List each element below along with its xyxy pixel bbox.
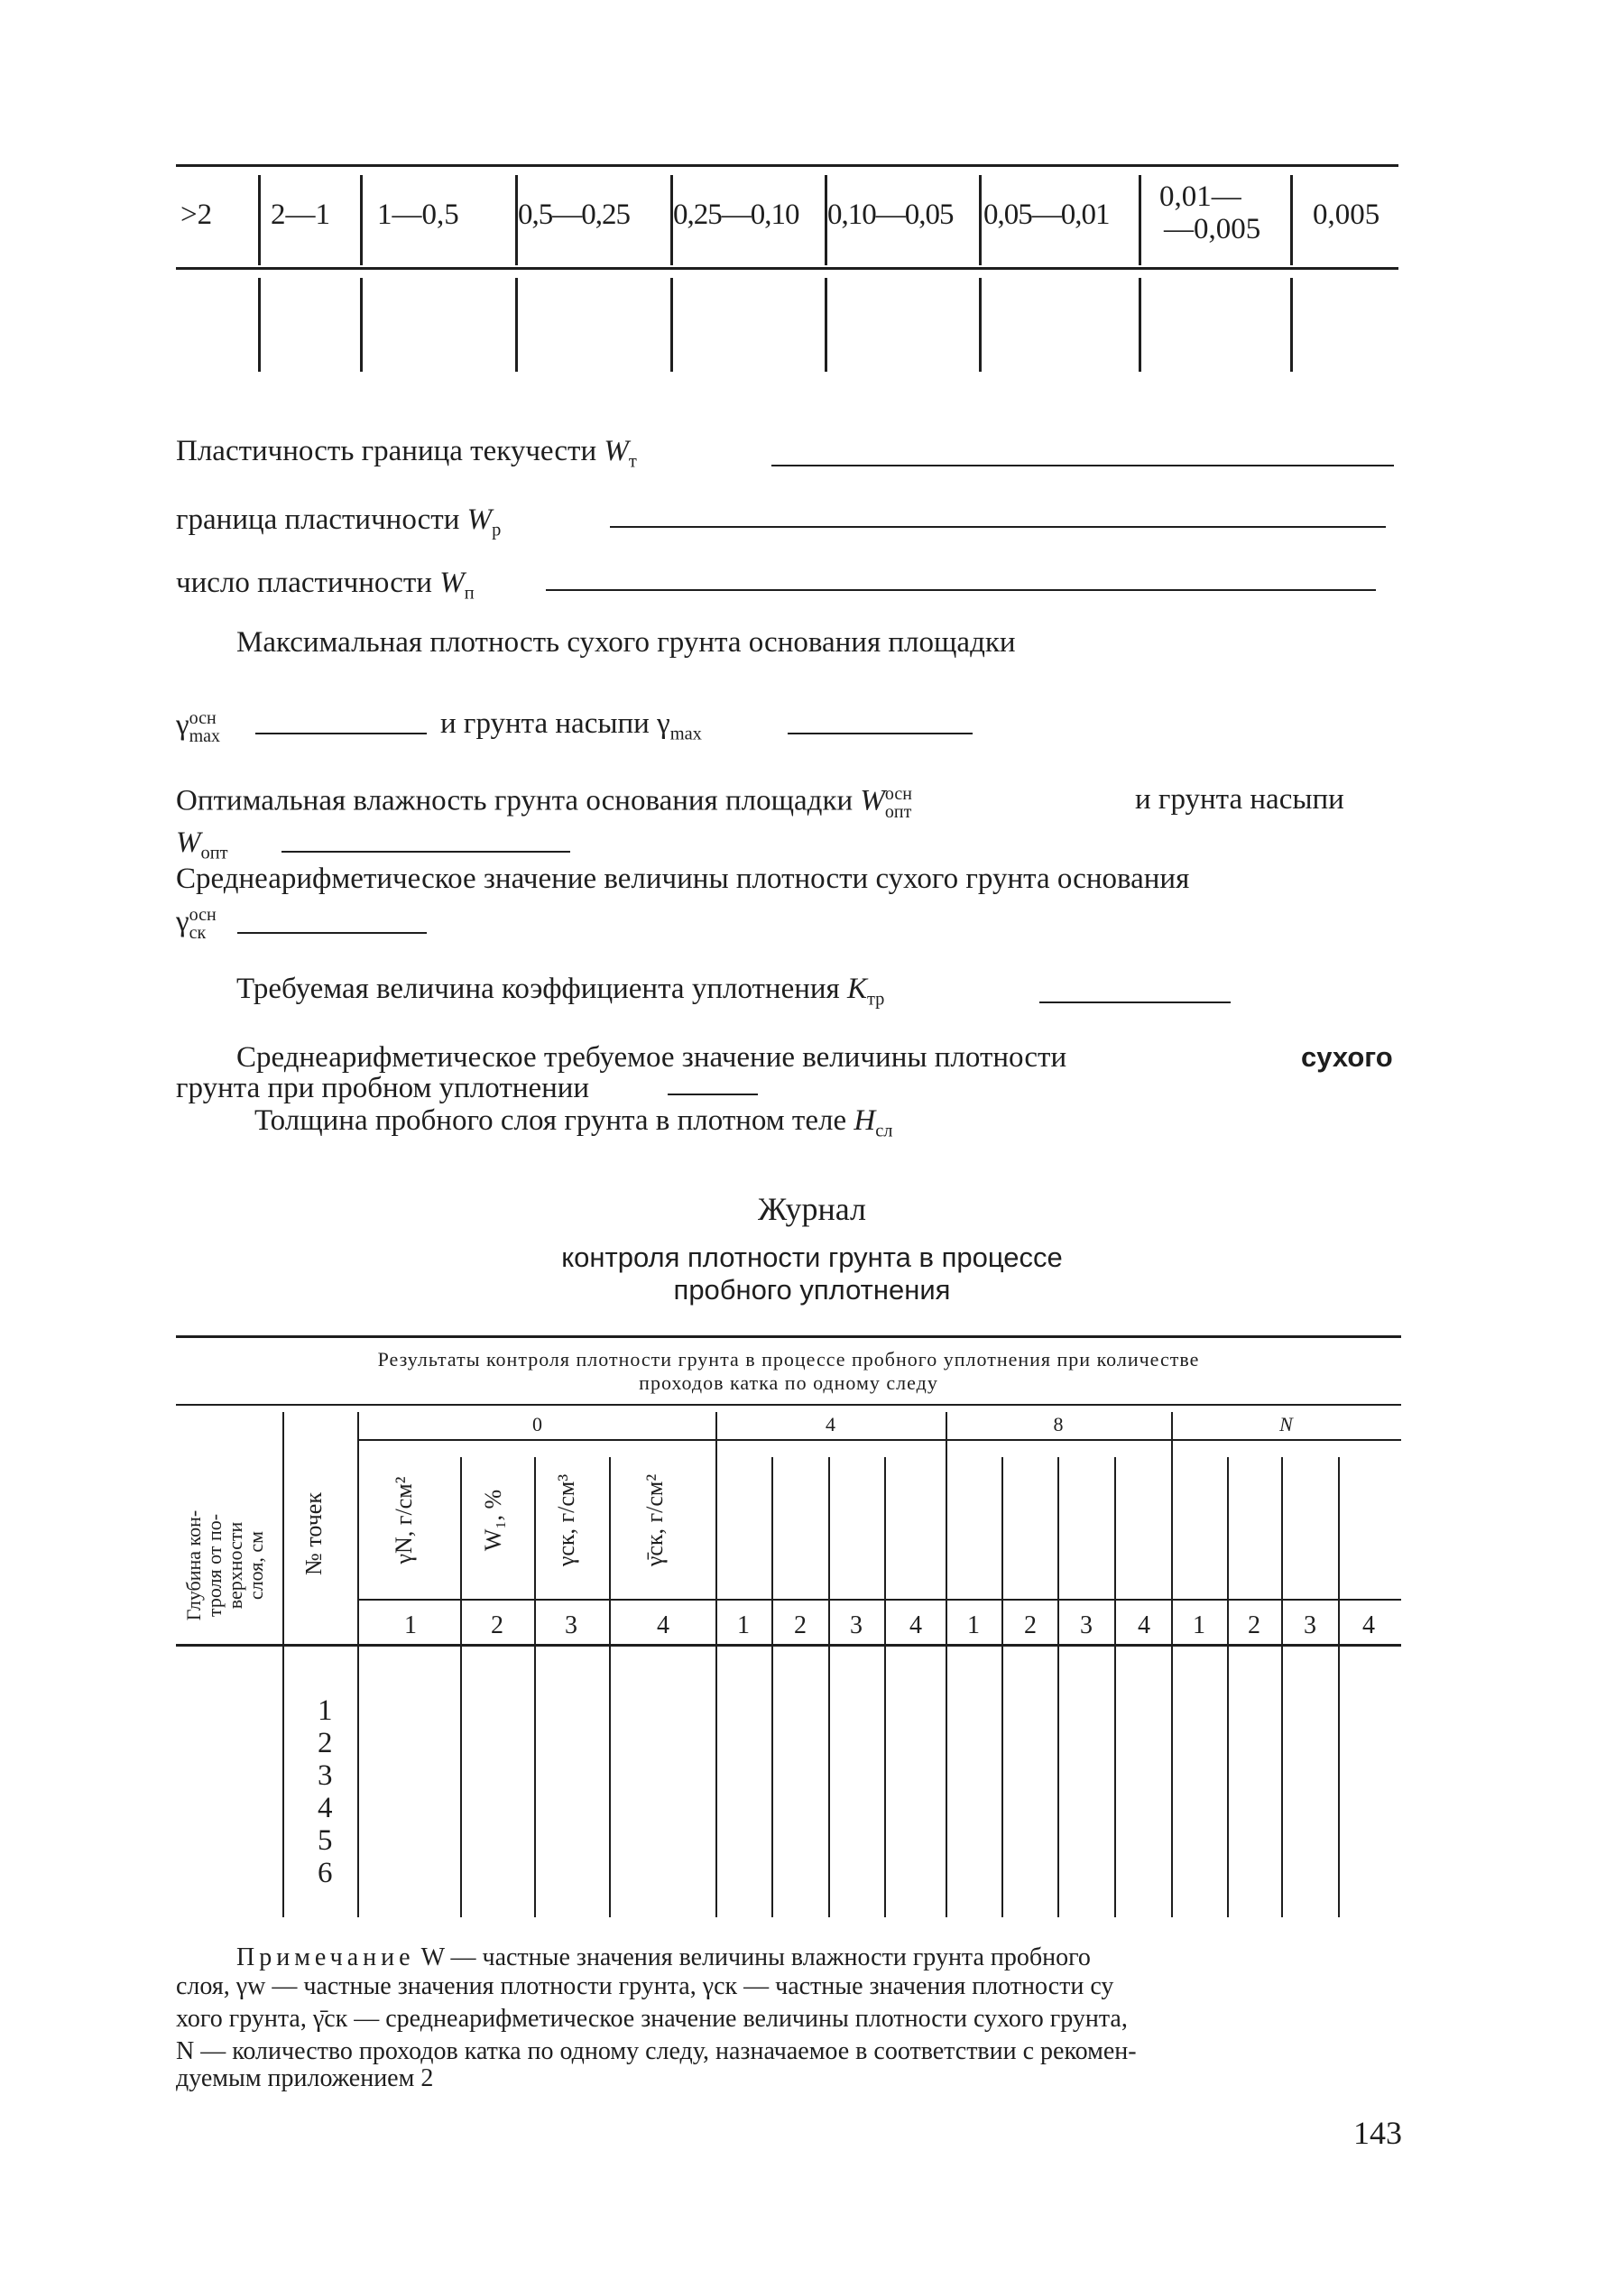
table-vline (825, 278, 827, 372)
fill-text-2: и грунта насыпи (1135, 783, 1344, 816)
subscript: п (464, 583, 475, 604)
col-number: 2 (794, 1611, 807, 1639)
col-points-header: № точек (300, 1492, 327, 1575)
label: граница пластичности (176, 503, 460, 536)
sub-header: γск, г/см³ (553, 1473, 579, 1567)
header-cell: 0,05—0,01 (983, 198, 1110, 231)
rule (176, 1644, 1401, 1647)
mean-required-line-1 (236, 1043, 1066, 1073)
vline (1227, 1457, 1229, 1917)
col-number: 1 (967, 1611, 980, 1639)
group-header: 8 (1053, 1413, 1064, 1435)
fill-text (440, 707, 702, 744)
sub-header: γ̄ск, г/см² (641, 1473, 668, 1567)
journal-subtitle-2: пробного уплотнения (673, 1274, 951, 1306)
col-number: 4 (657, 1611, 669, 1639)
group-header: 4 (826, 1413, 835, 1435)
table-vline (515, 278, 518, 372)
vline (715, 1412, 717, 1917)
group-header: 0 (532, 1413, 542, 1435)
group-header: N (1279, 1413, 1293, 1435)
row-number: 2 (318, 1727, 333, 1759)
table-vline (1139, 278, 1141, 372)
table-vline (670, 278, 673, 372)
vline (828, 1457, 830, 1917)
vline (946, 1412, 947, 1917)
header-cell: >2 (180, 198, 213, 231)
symbol: W (439, 567, 465, 599)
max-density-symbol (176, 709, 220, 745)
table-vline (360, 278, 363, 372)
row-number: 1 (318, 1694, 333, 1727)
vline (609, 1457, 611, 1917)
vline (1001, 1457, 1003, 1917)
header-cell: 0,01— (1159, 180, 1241, 213)
symbol: W (604, 435, 629, 467)
symbol: K (846, 973, 867, 1005)
table-header-rule (176, 267, 1398, 270)
vline (534, 1457, 536, 1917)
results-header-2: проходов катка по одному следу (639, 1371, 938, 1394)
rule (359, 1439, 1401, 1441)
page-number: 143 (1353, 2115, 1402, 2151)
col-number: 2 (1024, 1611, 1037, 1639)
symbol: γ (176, 708, 189, 742)
vline (460, 1457, 462, 1917)
thickness-text (254, 1104, 893, 1141)
results-header-1: Результаты контроля плотности грунта в процессе пробного уплотнения при количестве (377, 1348, 1200, 1371)
note-line-3: хого грунта, γ̄ск — среднеарифметическое значение величины плотности сухого грунта, (176, 2005, 1128, 2033)
required-coef-text (236, 973, 885, 1010)
subscript: ск (189, 923, 207, 943)
vline (1171, 1412, 1173, 1917)
blank-line (771, 465, 1394, 466)
header-cell: 2—1 (271, 198, 330, 231)
header-cell: 0,5—0,25 (518, 198, 630, 231)
blank-line (281, 851, 570, 853)
label: Пластичность граница текучести (176, 435, 597, 467)
row-number: 5 (318, 1824, 333, 1857)
subscript: опт (200, 843, 228, 863)
plasticity-line (176, 435, 637, 472)
rule (176, 1335, 1401, 1338)
table-vline (1290, 278, 1293, 372)
vline (1057, 1457, 1059, 1917)
col-number: 4 (1362, 1611, 1375, 1639)
vline (884, 1457, 886, 1917)
header-cell: 0,10—0,05 (827, 198, 954, 231)
vline (282, 1412, 284, 1917)
subscript: опт (884, 802, 912, 822)
col-number: 3 (850, 1611, 863, 1639)
subscript: т (628, 451, 637, 472)
header-cell: —0,005 (1164, 213, 1261, 245)
vline (771, 1457, 773, 1917)
row-number: 6 (318, 1857, 333, 1889)
row-number: 3 (318, 1759, 333, 1792)
vline (1338, 1457, 1340, 1917)
table-vline (979, 278, 982, 372)
rule (176, 1404, 1401, 1406)
label: Требуемая величина коэффициента уплотнения (236, 973, 840, 1005)
col-number: 1 (404, 1611, 417, 1639)
mean-density-text: Среднеарифметическое значение величины плотности сухого грунта основания (176, 863, 1190, 895)
mean-required-line-2: грунта при пробном уплотнении (176, 1072, 590, 1104)
blank-line (255, 733, 427, 734)
mean-density-symbol (176, 906, 217, 942)
sub-header: γN, г/см² (391, 1476, 417, 1564)
table-vline (360, 175, 363, 265)
table-vline (258, 175, 261, 265)
symbol: γ (176, 905, 189, 938)
header-cell: 0,005 (1313, 198, 1380, 231)
label: число пластичности (176, 567, 432, 599)
blank-line (237, 932, 427, 934)
journal-subtitle-1: контроля плотности грунта в процессе (561, 1241, 1063, 1273)
table-top-rule (176, 164, 1398, 167)
table-vline (1139, 175, 1141, 265)
journal-title: Журнал (757, 1191, 867, 1227)
subscript: сл (875, 1121, 893, 1141)
note-label: Примечание (236, 1943, 415, 1971)
label: и грунта насыпи (440, 707, 650, 740)
blank-line (546, 589, 1376, 591)
plastic-limit-line (176, 503, 502, 540)
vline (1281, 1457, 1283, 1917)
superscript: осн (884, 784, 912, 804)
blank-line (668, 1094, 758, 1095)
header-cell: 1—0,5 (377, 198, 459, 231)
row-number: 4 (318, 1792, 333, 1824)
symbol: γ (657, 707, 670, 740)
col-number: 2 (1248, 1611, 1260, 1639)
blank-line (610, 526, 1386, 528)
table-vline (258, 278, 261, 372)
label: Оптимальная влажность грунта основания площадки (176, 784, 854, 817)
table-vline (979, 175, 982, 265)
note-text: W — частные значения величины влажности грунта пробного (420, 1943, 1091, 1971)
subscript: max (669, 724, 702, 744)
col-number: 3 (1080, 1611, 1093, 1639)
w-opt-symbol (176, 826, 228, 863)
label: Толщина пробного слоя грунта в плотном теле (254, 1104, 847, 1137)
note-line-5: дуемым приложением 2 (176, 2064, 434, 2092)
note-line-4: N — количество проходов катка по одному следу, назначаемое в соответствии с рекомен- (176, 2037, 1137, 2065)
sub-header: W₁, % (480, 1489, 506, 1552)
table-vline (1290, 175, 1293, 265)
optimal-moisture-text (176, 785, 912, 821)
col-number: 3 (1304, 1611, 1316, 1639)
blank-line (788, 733, 973, 734)
col-number: 1 (737, 1611, 750, 1639)
header-cell: 0,25—0,10 (673, 198, 799, 231)
symbol: W (860, 784, 885, 817)
col-depth-header: Глубина кон- троля от по- верхности слоя, см (182, 1509, 268, 1621)
subscript: max (189, 726, 221, 746)
superscript: осн (189, 905, 217, 925)
subscript: тр (867, 989, 885, 1010)
rule (359, 1599, 1401, 1601)
vline (1114, 1457, 1116, 1917)
max-density-text: Максимальная плотность сухого грунта основания площадки (236, 626, 1016, 659)
col-number: 4 (1138, 1611, 1150, 1639)
col-number: 2 (491, 1611, 503, 1639)
vline (357, 1412, 359, 1917)
symbol: H (854, 1104, 876, 1137)
symbol: W (466, 503, 493, 536)
col-number: 3 (565, 1611, 577, 1639)
bold-word: сухого (1301, 1041, 1393, 1073)
subscript: p (492, 520, 502, 540)
label: Среднеарифметическое требуемое значение величины плотности (236, 1041, 1067, 1074)
symbol: W (176, 826, 201, 859)
plasticity-index-line (176, 567, 475, 604)
col-number: 4 (909, 1611, 922, 1639)
note-line-2: слоя, γw — частные значения плотности грунта, γск — частные значения плотности су (176, 1972, 1114, 2000)
blank-line (1039, 1001, 1231, 1003)
col-number: 1 (1193, 1611, 1205, 1639)
note-line-1 (236, 1945, 1091, 1971)
superscript: осн (189, 708, 217, 728)
